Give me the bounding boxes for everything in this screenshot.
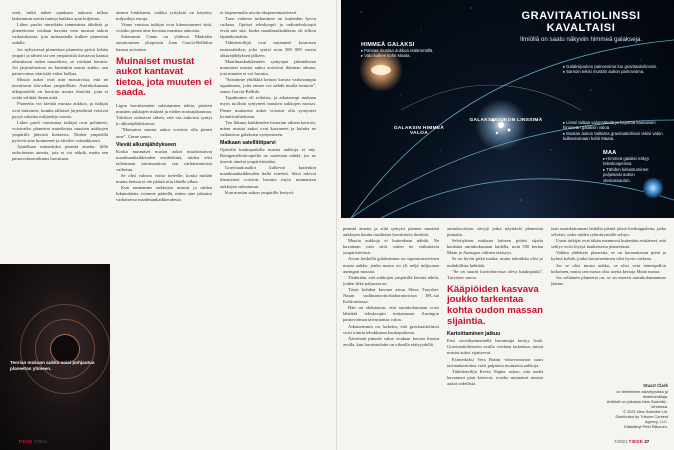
paragraph: Tähtitieteilijä Kevin Napier uskoo, että uudet havainnot pian kertovat, ovatko muinaiset mustat aukot todellisia. <box>447 368 543 386</box>
magazine-brand: TIEDE <box>18 439 33 444</box>
magazine-brand: TIEDE <box>628 439 644 444</box>
label-galaxy-image: GALAKSIN HIMMEÄ VALOA <box>393 126 445 136</box>
paragraph: Tässä kohden kuvaan astuu Slava Turyshev Nasan suihkumoottorilaboratoriosta JPL:stä Kaliforniassa. <box>343 286 439 305</box>
paragraph: Ensi vuosikymmenellä havaintoja kertyy lisää. Gravitaatiolinssien avulla voidaan tarkentaa, missä mustat aukot sijaitsevat. <box>447 338 543 356</box>
right-column-1 <box>343 226 439 436</box>
paragraph: Esimerkiksi Vera Rubin -observatorion suuri taivaankartoitus voisi paljastaa muinaisia aukkoja. <box>447 356 543 368</box>
paragraph: Tuo liikuna kaikkeuden historian aikana kertoisi, miten mustat aukot ovat kasvaneet ja kuinka ne vaikuttivat galaksien syntymiseen. <box>220 119 316 137</box>
paragraph: Tapahtumia oli erilaisia, ja aikaisempi mukaan myös tuolloin syntyneet mustien aukkojen massat. Pienet muinaiset aukot voisivat olla syntyneet kvanttivaihteluista. <box>220 95 316 119</box>
paragraph: Gravitaatioaallot kulkevat kuitenkin maailmankaikkeuden halki esteettä. Siksi tulevat ilmaisimet voisivat havaita myös muinaisten aukkojen sulautumat. <box>220 165 316 189</box>
paragraph: pimeää ainetta ja siitä syntyisi pienten mustien aukkojen kautta ruuhkasta havaittavia ilmiöitä. <box>343 226 439 238</box>
left-column-1 <box>12 10 108 262</box>
pull-quote: Muinaiset mustat aukot kantavat tietoa, jota muuten ei saada. <box>116 55 212 99</box>
paragraph: "Se on suurin kuvitettavissa oleva kaukoputki", Turyshev sanoo. <box>447 268 543 280</box>
page-number: 26 <box>12 439 17 444</box>
paragraph: Hän on ehdottanut, että aurinkokuntaan voisi lähettää teleskoopin mittaamaan Auringon painovoiman taivuttamaa valoa. <box>343 305 439 323</box>
paragraph: aineen hiukkasen, vaikka yrityksiä on käytetty miljardeja euroja. <box>116 10 212 22</box>
left-column-2 <box>116 10 212 430</box>
paragraph: Useat tutkijat ovat tähän mennessä kuitenkin esittäneet, että selitys voisi löytyä kaukaisesta planeetasta. <box>551 238 666 250</box>
paragraph: Viime vuosina tutkijat ovat kiinnostuneet siitä, voisiko pimeä aine koostua mustista aukoista. <box>116 22 212 34</box>
paragraph: Se on hyvin pitkä matka, mutta tekniikka olisi jo mahdollista kehittää. <box>447 256 543 268</box>
paragraph: Jos nykyisessä planeettaa planeetta pyörii kehän ympäri ja tähteä tai sen ympäristöä kuvaavat kaasut aiheuttavat radan muutoksia, se voidaan havaita. Jos järjestelmässä on kuitenkin musta aukko, sen painovoima vääristää valon kulkua. <box>12 46 108 76</box>
bullet-item: ▸Paistaa mustaa aukkoa etäämmällä. <box>361 48 434 53</box>
paragraph: Sittemmin Cinne on yhdessä Madridin autonomisen yliopiston Juan García-Bellidon kanssa arvioinut <box>116 34 212 52</box>
paragraph: "Muinaiset mustat aukot voisivat olla pimeä aine", Cinne sanoo. <box>116 127 212 139</box>
paragraph: Ajatellaan esimerkiksi pimeää ainetta. Sillä tarkoitetaan ainetta, jota ei voi nähdä, mutta sen painovoimavaikutus havaitaan. <box>12 144 108 162</box>
right-column-3 <box>551 226 666 380</box>
label-rays <box>563 120 669 142</box>
paragraph: Aivan keskellä galaksimme on supermassiivinen musta aukko, jonka massa on yli neljä miljoonaa auringon massaa. <box>343 256 439 274</box>
bullet-icon: ▸ <box>361 48 364 53</box>
bullet-icon: ▸ <box>603 156 606 161</box>
paragraph: Lähes puolet nimeltään tunnetuista tähdistä ja planeetoista voidaan havaita vain mustan aukon vaikutuksesta, jota mittaamalla kulkee planeetan radalla. <box>12 22 108 46</box>
infographic-subtitle: Ilmiöllä on saatu näkyviin himmeä galakseja. <box>519 36 643 43</box>
right-footer <box>614 439 649 444</box>
paragraph: Jos sellainen planeetta on, se on nuoren aurinkokuntamme jäänne. <box>551 274 666 286</box>
subheading-alkuraajahdys: Vievät alkuräjähdykseen <box>116 141 177 148</box>
label-faint-galaxy: HIMMEÄ GALAKSI ▸Paistaa mustaa aukkoa etäämmällä. ▸Valo kulkee kohti Maata. <box>361 42 441 59</box>
subheading-kartoittaminen: Kartoittaminen jatkuu <box>447 331 501 338</box>
paragraph: Kun tunnemme aukkojen massat ja niiden lukumäärän, voimme päätellä, miten aine jakautui varhaisessa maailmankaikkeudessa. <box>116 185 212 203</box>
author-name: Stuart Clark <box>643 383 668 388</box>
paragraph: Mustat aukot ovat niin massiivisia, että ne taivuttavat tila-aikaa ympärillään. Aurinkokunnan ulkopuolella on havaittu monia ilmiöitä, joita ei voida selittää ilman niitä. <box>12 77 108 101</box>
label-lens: GALAKSIJOUKON LINSSIMÄ <box>469 118 543 123</box>
issue-number: 7/2021 <box>614 439 628 444</box>
paragraph: Kun mustan aukon ympärille kertyvä <box>225 189 294 195</box>
infographic-title-block <box>491 10 671 43</box>
paragraph: aurinkovaloon sävyjä jotka näyttävät planeetan pinnalta. <box>447 226 543 238</box>
right-pull-quote: Kääpiöiden kasvava joukko tarkentaa kohta oudon massan sijaintia. <box>447 283 543 327</box>
gravitational-lens-infographic <box>341 0 674 218</box>
bullet-item: ▸Himmeä galaksi näkyy teleskoopeissa. <box>603 156 650 167</box>
author-credit <box>606 383 668 429</box>
label-cluster <box>563 64 669 75</box>
issue-number: 7/2021 <box>33 439 48 444</box>
paragraph: Planeetta voi kiertää mustaa aukkoa, ja tutkijat ovat laskeneet, kuinka tällaiset järjestelmät voisivat pysyä vakaina miljardeja vuosia. <box>12 101 108 119</box>
left-column-3 <box>220 10 316 430</box>
paragraph: seeti, mikä näkee ajankaan aukosta tulkaa laskemmin useita tunteja kaikkea ajan kuljettua. <box>12 10 108 22</box>
paragraph: Selvityksen mukaan laitteen pitäisi sijaita kaukana aurinkokunnan laidalla, noin 550 kertaa Maan ja Auringon välinen etäisyys. <box>447 238 543 256</box>
credit-line: Artikkeli on julkaistu New Scientist -lehdessä. <box>606 399 668 409</box>
bullet-icon: ▸ <box>563 130 566 136</box>
paragraph: Optisilla kaukoputkilla mustia aukkoja ei näy. Röntgenteleskoopeilla ne saatetaan nähdä, jos ne imevät ainetta ympäristöstään. <box>220 146 316 165</box>
credit-line: Kääntänyt Petri Riikonen. <box>624 424 668 429</box>
photo-caption: Teorian mukaan aukko voisi pohjautua planeetan ytimeen. <box>10 360 95 371</box>
bullet-icon: ▸ <box>603 166 606 172</box>
credit-line: © 2021 New Scientist Ltd. Distributed by Tribune Content Agency, LLC. <box>615 409 668 424</box>
bullet-item: ▸Galaksijoukon painovoima luo gravitaatiolinssin. <box>563 64 658 69</box>
bullet-item: ▸Mustan aukon taittama gravitaatiolinssi tekisi valon kulkeutumaan kohti Maata. <box>563 130 663 142</box>
black-hole-photo <box>0 264 110 450</box>
bullet-item: ▸Samoin tekisi mustan aukon painovoima. <box>563 69 645 75</box>
bullet-item: ▸Tähden kirkastuminen paljastaisi aukon olemassaolon. <box>603 166 649 183</box>
paragraph: Aikaisemmin on laskettu, että gravitaatiolinssi voisi toimia tehokkaana kaukoputkena. <box>343 323 439 335</box>
right-column-2 <box>447 226 543 436</box>
left-footer <box>12 439 47 444</box>
paragraph: Mustia aukkoja ei kuitenkaan nähdä. Ne havaitaan vain siitä, miten ne vaikuttavat ympäristöönsä. <box>343 238 439 256</box>
bullet-icon: ▸ <box>563 120 566 125</box>
bullet-icon: ▸ <box>563 69 566 75</box>
label-earth: MAA ▸Himmeä galaksi näkyy teleskoopeissa. ▸Tähden kirkastuminen paljastaisi aukon olemassaolon. <box>603 150 661 183</box>
paragraph: taan aurinkokunnan laidalla pieniä jäisiä kivikappaleita, jotka selvästi, onko niiden ryhmittymälle selitys. <box>551 226 666 238</box>
bullet-item: ▸Linssi taittaa valonsäteitä ja hajottaa kaukaisen himmeän galaksin valoa. <box>563 120 656 131</box>
paragraph: Ligon havaitsemien sulautumien tahtia, pienten mustien aukkojen määrää ja niiden massajakaumaa. Tulokset viittaavat siihen, että osa aukoista syntyi jo alkuräjähdyksessä. <box>116 103 212 127</box>
paragraph: ei laajenemalla tavoin eksponentiaalisesti. <box>220 10 298 15</box>
paragraph: Se olisi valtava voitto tieteelle, koska mitään muuta keinoa ei ole päästä niin lähelle alkua. <box>116 172 212 185</box>
bullet-item: ▸Valo kulkee kohti Maata. <box>361 53 411 59</box>
paragraph: Maailmankaikkeuden syntyajan jäännöksinä muinaiset mustat aukot avaisivat ikkunan aikaan, jota muuten ei voi havaita. <box>220 58 316 76</box>
paragraph: Tuon vaiheen tutkiminen on kuitenkin hyvin vaikeaa. Optiset teleskoopit ja radioteleskoopit eivät näe sitä, koska maailmankaikkeus oli silloin läpinäkymätön. <box>220 16 316 40</box>
infographic-title: GRAVITAATIOLINSSI KAVALTAISI <box>521 10 641 34</box>
paragraph: Ääretöntä pimeää valoa voidaan kuvata linssin avulla, kun havaintolaite on oikealla etäisyydellä. <box>343 335 439 347</box>
credit-line: on tieteellinen astrofyysikko ja tiedetoimittaja. <box>616 389 668 399</box>
paragraph: Vaikka yhdeksäs planeetta, se on huomattavan pieni ja kylmä kohde, jonka havaitseminen olisi hyvin vaikeaa. <box>551 250 666 262</box>
light-ray-lower <box>381 179 674 218</box>
paragraph: Tähtitieteilijät ovat mitanneet kosmisen taustasäteilyn, joka syntyi noin 380 000 vuotta alkuräjähdyksen jälkeen. <box>220 40 316 58</box>
paragraph: Tiedetään, että aukkojen ympärillä kiertää tähtiä, joiden liike paljastaa ne. <box>343 274 439 286</box>
page-number: 27 <box>644 439 650 444</box>
paragraph: Lähes puoli vuosisataa tutkijat ovat pohtineet, voisivatko planeetat muodostua mustien aukkojen ympärille jäävistä kiekoista. Niiden ympärillä pyörivä aine kuumenee ja säteilee voimakkaasti. <box>12 119 108 143</box>
subheading-satelliittiparvi: Matkaan satelliittiparvi <box>220 139 276 146</box>
bullet-icon: ▸ <box>361 53 364 59</box>
bullet-icon: ▸ <box>563 64 566 69</box>
paragraph: Koska muinaiset mustat aukot muodostuivat maailmankaikkeuden ensihetkinä, niiden olisi tallentanut informaatiota sen varhaisimmista vaiheista. <box>116 148 212 172</box>
paragraph: Jos se olisi musta aukko, se olisi vain tennispallon kokoinen, mutta sen massa olisi useita kertoja Maan massa. <box>551 262 666 274</box>
paragraph: "Saisimme yhtäkkiä keinon kuvata varhaisimpia tapahtumia, joita emme voi nähdä muilla keinoin", sanoo García-Bellido. <box>220 77 316 95</box>
